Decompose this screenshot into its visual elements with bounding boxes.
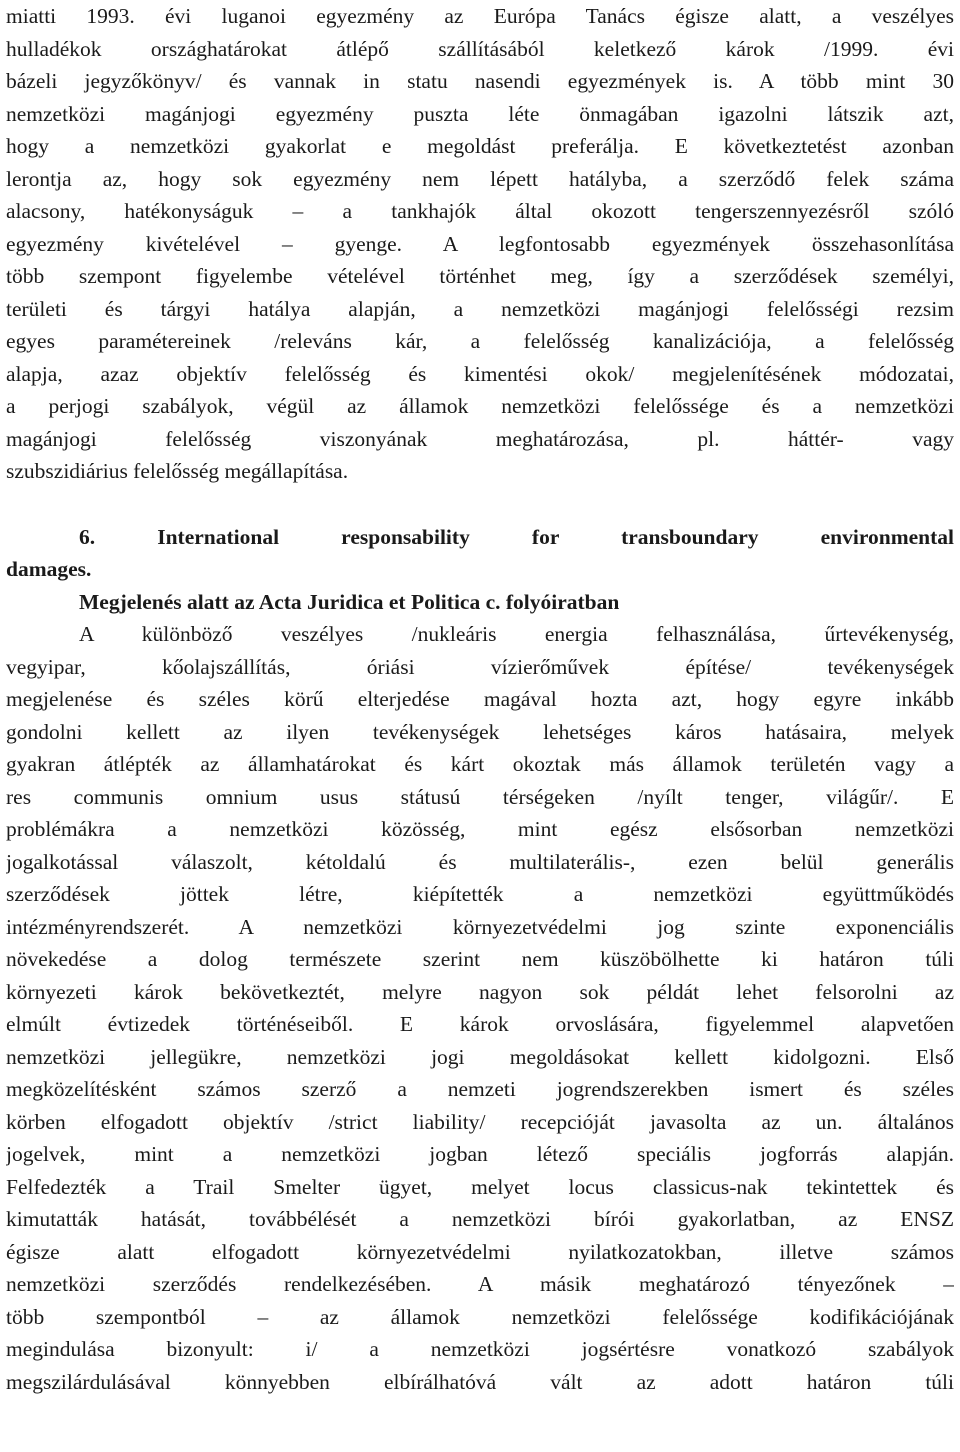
text-line: jogelvek, mint a nemzetközi jogban létező speciális jogforrás alapján. — [6, 1142, 954, 1166]
text-line: nemzetközi szerződés rendelkezésében. A másik meghatározó tényezőnek – — [6, 1272, 954, 1296]
text-line: egyes paramétereinek /releváns kár, a felelősség kanalizációja, a felelősség — [6, 329, 954, 353]
document-page — [6, 0, 954, 1398]
text-line: kimutatták hatását, továbbélését a nemzetközi bírói gyakorlatban, az ENSZ — [6, 1207, 954, 1231]
text-line: hulladékok országhatárokat átlépő szállításából keletkező károk /1999. évi — [6, 36, 954, 61]
text-line: miatti 1993. évi luganoi egyezmény az Európa Tanács égisze alatt, a veszélyes — [6, 4, 954, 28]
text-line: alapja, azaz objektív felelősség és kimentési okok/ megjelenítésének módozatai, — [6, 361, 954, 386]
text-line: körben elfogadott objektív /strict liability/ recepcióját javasolta az un. általános — [6, 1109, 954, 1134]
text-line: égisze alatt elfogadott környezetvédelmi nyilatkozatokban, illetve számos — [6, 1239, 954, 1264]
text-line: több szempont figyelembe vételével történhet meg, így a szerződések személyi, — [6, 264, 954, 288]
text-line: hogy a nemzetközi gyakorlat e megoldást preferálja. E következtetést azonban — [6, 134, 954, 158]
text-line: megindulása bizonyult: i/ a nemzetközi jogsértésre vonatkozó szabályok — [6, 1337, 954, 1361]
text-line: növekedése a dolog természete szerint nem küszöbölhette ki határon túli — [6, 947, 954, 971]
text-line: nemzetközi magánjogi egyezmény puszta léte önmagában igazolni látszik azt, — [6, 101, 954, 126]
text-line: nemzetközi jellegükre, nemzetközi jogi megoldásokat kellett kidolgozni. Első — [6, 1044, 954, 1069]
text-line: vegyipar, kőolajszállítás, óriási vízierőművek építése/ tevékenységek — [6, 654, 954, 679]
text-line: elmúlt évtizedek történéseiből. E károk orvoslására, figyelemmel alapvetően — [6, 1012, 954, 1036]
publication-note: Megjelenés alatt az Acta Juridica et Politica c. folyóiratban — [79, 589, 620, 614]
text-line: gyakran átlépték az államhatárokat és kárt okoztak más államok területén vagy a — [6, 752, 954, 776]
text-line: egyezmény kivételével – gyenge. A legfontosabb egyezmények összehasonlítása — [6, 231, 954, 256]
paragraph-continuation — [6, 0, 954, 488]
text-line: res communis omnium usus státusú térségeken /nyílt tenger, világűr/. E — [6, 784, 954, 809]
text-line: területi és tárgyi hatálya alapján, a nemzetközi magánjogi felelősségi rezsim — [6, 296, 954, 321]
heading-title-line: damages. — [6, 557, 92, 581]
text-line: szubszidiárius felelősség megállapítása. — [6, 459, 349, 483]
text-line: környezeti károk bekövetkeztét, melyre nagyon sok példát lehet felsorolni az — [6, 979, 954, 1004]
text-line: A különböző veszélyes /nukleáris energia felhasználása, űrtevékenység, — [79, 622, 954, 646]
section-heading — [6, 521, 954, 619]
text-line: megközelítésként számos szerző a nemzeti jogrendszerekben ismert és széles — [6, 1077, 954, 1101]
text-line: magánjogi felelősség viszonyának meghatározása, pl. háttér- vagy — [6, 426, 954, 451]
text-line: megjelenése és széles körű elterjedése magával hozta azt, hogy egyre inkább — [6, 687, 954, 711]
text-line: alacsony, hatékonyságuk – a tankhajók által okozott tengerszennyezésről szóló — [6, 199, 954, 223]
text-line: megszilárdulásával könnyebben elbírálhatóvá vált az adott határon túli — [6, 1369, 954, 1394]
text-line: lerontja az, hogy sok egyezmény nem lépett hatályba, a szerződő felek száma — [6, 166, 954, 191]
text-line: szerződések jöttek létre, kiépítették a nemzetközi együttműködés — [6, 882, 954, 906]
text-line: intézményrendszerét. A nemzetközi környezetvédelmi jog szinte exponenciális — [6, 914, 954, 939]
heading-title-line: 6. International responsability for transboundary environmental — [79, 524, 954, 549]
text-line: több szempontból – az államok nemzetközi felelőssége kodifikációjának — [6, 1304, 954, 1329]
text-line: a perjogi szabályok, végül az államok nemzetközi felelőssége és a nemzetközi — [6, 394, 954, 418]
paragraph-body — [6, 618, 954, 1398]
text-line: bázeli jegyzőkönyv/ és vannak in statu nasendi egyezmények is. A több mint 30 — [6, 69, 954, 93]
text-line: Felfedezték a Trail Smelter ügyet, melyet locus classicus-nak tekintettek és — [6, 1174, 954, 1199]
text-line: jogalkotással válaszolt, kétoldalú és multilaterális-, ezen belül generális — [6, 849, 954, 874]
text-line: gondolni kellett az ilyen tevékenységek lehetséges káros hatásaira, melyek — [6, 719, 954, 744]
spacer — [6, 488, 954, 521]
text-line: problémákra a nemzetközi közösség, mint egész elsősorban nemzetközi — [6, 817, 954, 841]
